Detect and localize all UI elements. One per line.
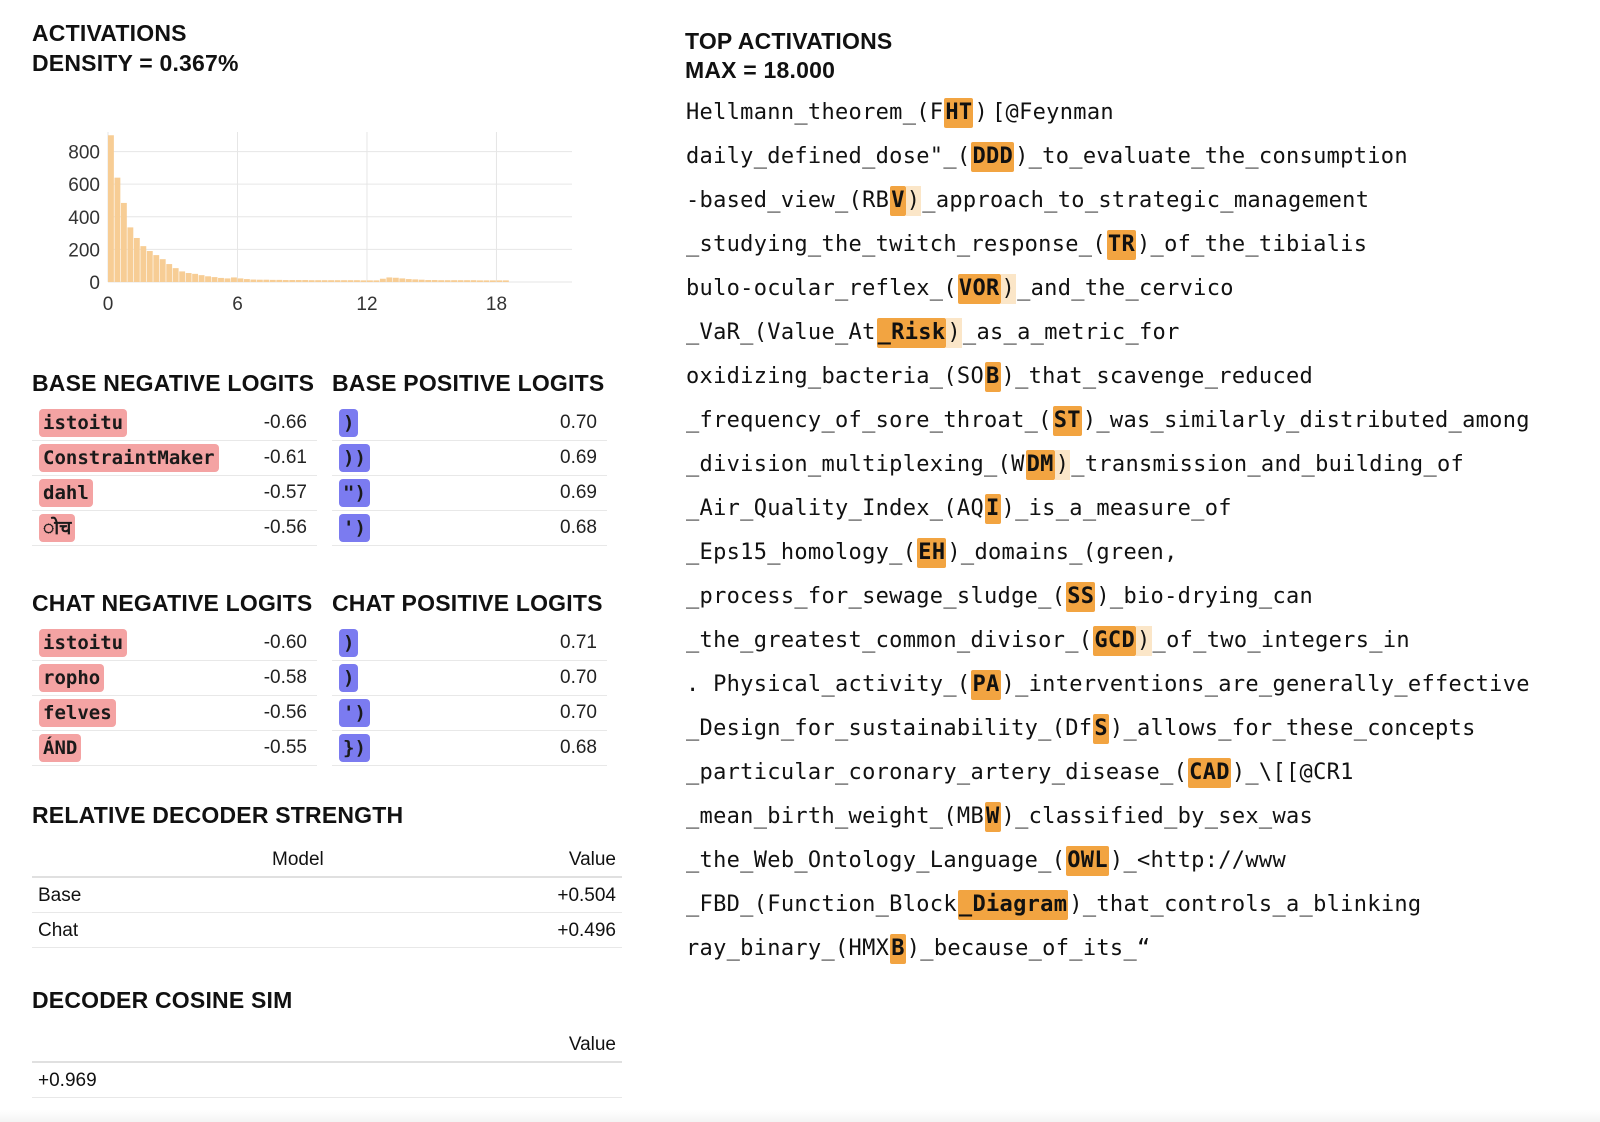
logit-row — [332, 406, 607, 441]
histogram-bar — [121, 203, 127, 282]
x-tick-label: 6 — [232, 294, 243, 315]
chat-positive-table — [332, 626, 607, 766]
activation-example — [685, 230, 1531, 274]
col-value: Value — [568, 1034, 616, 1055]
col-model: Model — [272, 849, 324, 870]
example-text: _FBD_(Function_Block — [686, 892, 957, 917]
example-text: )_to_evaluate_the_consumption — [1015, 144, 1408, 169]
histogram-bar — [484, 280, 490, 282]
histogram-bar — [438, 280, 444, 282]
highlighted-token: SS — [1066, 582, 1095, 612]
histogram-bar — [263, 280, 269, 282]
histogram-bar — [503, 280, 509, 282]
logit-token: ") — [339, 479, 370, 507]
histogram-bar — [140, 246, 146, 282]
logit-row — [32, 441, 317, 476]
highlighted-token: CAD — [1188, 758, 1231, 788]
highlighted-token: V — [890, 186, 906, 216]
example-text: _the_Web_Ontology_Language_( — [686, 848, 1066, 873]
cosine-value: +0.969 — [38, 1070, 97, 1091]
example-text: Hellmann_theorem_(F — [686, 100, 944, 125]
highlighted-token: DM — [1026, 450, 1055, 480]
example-text: )_\[[@CR1 — [1231, 760, 1354, 785]
histogram-bar — [322, 280, 328, 282]
highlighted-token: PA — [971, 670, 1000, 700]
activation-example — [685, 934, 1531, 978]
example-text: daily_defined_dose"_( — [686, 144, 971, 169]
logit-row — [332, 696, 607, 731]
table-row — [32, 1063, 622, 1098]
logit-token: ोच — [39, 514, 75, 542]
example-text: oxidizing_bacteria_(SO — [686, 364, 984, 389]
example-text: _and_the_cervico — [1017, 276, 1234, 301]
row-model: Chat — [38, 920, 79, 941]
activation-example — [685, 538, 1531, 582]
histogram-bar — [432, 280, 438, 282]
logit-value: -0.66 — [263, 412, 307, 433]
activation-example — [685, 846, 1531, 890]
example-text: _Design_for_sustainability_(Df — [686, 716, 1093, 741]
histogram-bar — [250, 280, 256, 282]
table-row — [32, 913, 622, 948]
chat-negative-table — [32, 626, 317, 766]
histogram-bar — [412, 279, 418, 282]
logit-value: -0.56 — [263, 517, 307, 538]
example-text: )_that_scavenge_reduced — [1001, 364, 1314, 389]
highlighted-token: GCD — [1093, 626, 1136, 656]
logit-row — [32, 406, 317, 441]
logit-row — [332, 661, 607, 696]
highlighted-token: B — [890, 934, 906, 964]
example-text: )_of_the_tibialis — [1137, 232, 1368, 257]
activation-example — [685, 714, 1531, 758]
activations-title: ACTIVATIONS — [32, 20, 187, 46]
highlighted-token: OWL — [1066, 846, 1109, 876]
histogram-bar — [173, 268, 179, 282]
logit-token: ') — [339, 699, 370, 727]
example-text: _particular_coronary_artery_disease_( — [686, 760, 1188, 785]
logit-token: ) — [339, 664, 358, 692]
example-text: )_allows_for_these_concepts — [1109, 716, 1476, 741]
x-tick-label: 0 — [102, 294, 114, 315]
highlighted-token: DDD — [971, 142, 1014, 172]
decoder-cosine-sim-table — [32, 1027, 622, 1098]
example-text: ) — [974, 100, 988, 125]
base-positive-title: BASE POSITIVE LOGITS — [332, 370, 605, 396]
relative-decoder-strength-table — [32, 842, 622, 948]
logit-row — [332, 441, 607, 476]
top-activations-max: MAX = 18.000 — [685, 57, 836, 83]
logit-row — [332, 731, 607, 766]
col-value: Value — [568, 849, 616, 870]
example-text: _transmission_and_building_of — [1071, 452, 1465, 477]
example-text: _division_multiplexing_(W — [686, 452, 1025, 477]
logit-token: ConstraintMaker — [39, 444, 219, 472]
logit-value: -0.57 — [263, 482, 307, 503]
logit-token: ') — [339, 514, 370, 542]
example-text: _mean_birth_weight_(MB — [686, 804, 984, 829]
histogram-bar — [309, 280, 315, 282]
logit-row — [332, 476, 607, 511]
logit-value: 0.68 — [560, 737, 597, 758]
highlighted-token: S — [1093, 714, 1109, 744]
highlighted-token: ST — [1053, 406, 1082, 436]
logit-token: istoitu — [39, 409, 127, 437]
histogram-bar — [406, 279, 412, 282]
activation-example — [685, 494, 1531, 538]
logit-value: 0.70 — [560, 702, 597, 723]
histogram-bar — [199, 275, 205, 282]
example-text: _VaR_(Value_At — [686, 320, 876, 345]
histogram-bar — [380, 279, 386, 282]
example-text: _approach_to_strategic_management — [922, 188, 1370, 213]
example-text: _the_greatest_common_divisor_( — [686, 628, 1093, 653]
highlighted-token: VOR — [958, 274, 1001, 304]
histogram-bar — [367, 280, 373, 282]
row-model: Base — [38, 885, 82, 906]
example-text: ) — [1001, 274, 1017, 304]
highlighted-token: EH — [917, 538, 946, 568]
logit-row — [32, 661, 317, 696]
logit-value: -0.61 — [263, 447, 307, 468]
logit-value: 0.70 — [560, 412, 597, 433]
logit-row — [332, 626, 607, 661]
activation-example — [685, 142, 1531, 186]
example-text: )_interventions_are_generally_effective — [1001, 672, 1530, 697]
example-text: ray_binary_(HMX — [686, 936, 890, 961]
example-text: )_that_controls_a_blinking — [1069, 892, 1422, 917]
histogram-bar — [289, 280, 295, 282]
histogram-bar — [341, 280, 347, 282]
activation-example — [685, 802, 1531, 846]
logit-token: ) — [339, 629, 358, 657]
logit-value: 0.70 — [560, 667, 597, 688]
histogram-bar — [386, 277, 392, 282]
histogram-bar — [276, 280, 282, 282]
logit-token: )) — [339, 444, 370, 472]
example-text: bulo-ocular_reflex_( — [686, 276, 957, 301]
table-header — [32, 1027, 622, 1063]
logit-value: 0.69 — [560, 482, 597, 503]
logit-value: -0.58 — [263, 667, 307, 688]
table-header — [32, 842, 622, 878]
activation-histogram — [32, 130, 622, 320]
histogram-bar — [283, 280, 289, 282]
y-tick-label: 800 — [68, 142, 100, 164]
activation-example — [685, 450, 1531, 494]
highlighted-token: _Diagram — [958, 890, 1068, 920]
base-negative-title: BASE NEGATIVE LOGITS — [32, 370, 315, 396]
histogram-bar — [270, 280, 276, 282]
activation-example — [685, 890, 1531, 934]
activation-example — [685, 186, 1531, 230]
highlighted-token: _Risk — [877, 318, 947, 348]
histogram-bar — [237, 278, 243, 282]
activation-example — [685, 274, 1531, 318]
histogram-bar — [127, 227, 133, 282]
example-text: _of_two_integers_in — [1152, 628, 1410, 653]
activation-example — [685, 318, 1531, 362]
histogram-bar — [335, 280, 341, 282]
y-tick-label: 600 — [68, 175, 100, 197]
example-text: _frequency_of_sore_throat_( — [686, 408, 1052, 433]
example-text: -based_view_(RB — [686, 188, 890, 213]
histogram-bar — [225, 278, 231, 282]
example-text: _as_a_metric_for — [962, 320, 1180, 345]
histogram-bar — [160, 259, 166, 282]
histogram-bar — [296, 280, 302, 282]
logit-token: ÁND — [39, 734, 81, 762]
logit-value: 0.69 — [560, 447, 597, 468]
highlighted-token: I — [985, 494, 1001, 524]
histogram-bar — [302, 280, 308, 282]
logit-row — [32, 626, 317, 661]
histogram-bar — [496, 280, 502, 282]
histogram-bar — [451, 280, 457, 282]
chat-logits-header — [32, 588, 632, 620]
decoder-cosine-sim-title: DECODER COSINE SIM — [32, 987, 293, 1013]
relative-decoder-strength-title: RELATIVE DECODER STRENGTH — [32, 802, 404, 828]
logit-row — [32, 731, 317, 766]
highlighted-token: W — [985, 802, 1001, 832]
row-value: +0.496 — [557, 920, 616, 941]
logit-row — [32, 511, 317, 546]
histogram-bar — [348, 280, 354, 282]
logit-value: -0.55 — [263, 737, 307, 758]
logit-value: 0.68 — [560, 517, 597, 538]
logit-row — [32, 476, 317, 511]
chat-negative-title: CHAT NEGATIVE LOGITS — [32, 590, 313, 616]
logit-token: istoitu — [39, 629, 127, 657]
example-text: [@Feynman — [992, 100, 1114, 125]
logit-token: }) — [339, 734, 370, 762]
example-text: _Eps15_homology_( — [686, 540, 917, 565]
histogram-bar — [218, 278, 224, 282]
histogram-bar — [490, 280, 496, 282]
chat-positive-title: CHAT POSITIVE LOGITS — [332, 590, 603, 616]
logit-token: felves — [39, 699, 116, 727]
histogram-bar — [477, 280, 483, 282]
table-row — [32, 878, 622, 913]
histogram-bar — [315, 280, 321, 282]
logit-row — [32, 696, 317, 731]
histogram-bar — [205, 276, 211, 282]
example-text: ) — [1136, 626, 1152, 656]
example-text: )_is_a_measure_of — [1001, 496, 1232, 521]
histogram-bar — [114, 178, 120, 282]
example-text: . Physical_activity_( — [686, 672, 971, 697]
histogram-bar — [393, 278, 399, 282]
example-text: _process_for_sewage_sludge_( — [686, 584, 1066, 609]
base-logits-header — [32, 368, 632, 400]
top-activations-list — [685, 98, 1531, 978]
logit-token: dahl — [39, 479, 93, 507]
histogram-bar — [212, 277, 218, 282]
histogram-bar — [328, 280, 334, 282]
histogram-bar — [445, 280, 451, 282]
top-activations-title: TOP ACTIVATIONS — [685, 28, 893, 54]
histogram-bar — [192, 274, 198, 282]
activation-example — [685, 582, 1531, 626]
activation-example — [685, 98, 1531, 142]
activation-example — [685, 758, 1531, 802]
highlighted-token: B — [985, 362, 1001, 392]
highlighted-token: HT — [944, 98, 973, 128]
histogram-bar — [147, 251, 153, 282]
histogram-bar — [458, 280, 464, 282]
histogram-bar — [108, 135, 114, 282]
example-text: _studying_the_twitch_response_( — [686, 232, 1106, 257]
histogram-bar — [153, 255, 159, 282]
y-tick-label: 200 — [68, 240, 100, 262]
activations-density: DENSITY = 0.367% — [32, 50, 239, 76]
example-text: )_domains_(green, — [947, 540, 1178, 565]
histogram-bar — [231, 277, 237, 282]
histogram-bar — [179, 271, 185, 282]
histogram-bar — [257, 280, 263, 282]
activation-example — [685, 362, 1531, 406]
histogram-bar — [471, 280, 477, 282]
y-tick-label: 400 — [68, 207, 100, 229]
histogram-bar — [425, 280, 431, 282]
histogram-bar — [354, 280, 360, 282]
logit-value: 0.71 — [560, 632, 597, 653]
logit-token: ) — [339, 409, 358, 437]
histogram-bar — [186, 273, 192, 282]
row-value: +0.504 — [557, 885, 616, 906]
histogram-bar — [361, 280, 367, 282]
example-text: ) — [946, 318, 962, 348]
example-text: )_because_of_its_“ — [906, 936, 1151, 961]
base-positive-table — [332, 406, 607, 546]
example-text: _Air_Quality_Index_(AQ — [686, 496, 984, 521]
activation-example — [685, 406, 1531, 450]
logit-token: ropho — [39, 664, 104, 692]
y-tick-label: 0 — [89, 273, 100, 294]
example-text: )_was_similarly_distributed_among — [1082, 408, 1530, 433]
bottom-edge — [0, 1110, 1600, 1122]
logit-row — [332, 511, 607, 546]
histogram-bar — [419, 280, 425, 282]
example-text: ) — [1055, 450, 1071, 480]
histogram-bar — [244, 279, 250, 282]
histogram-bar — [464, 280, 470, 282]
example-text: )_<http://www — [1109, 848, 1286, 873]
activation-example — [685, 626, 1531, 670]
histogram-bar — [399, 278, 405, 282]
x-tick-label: 12 — [356, 294, 378, 315]
activation-example — [685, 670, 1531, 714]
histogram-bar — [166, 264, 172, 282]
logit-value: -0.56 — [263, 702, 307, 723]
highlighted-token: TR — [1107, 230, 1136, 260]
example-text: )_bio-drying_can — [1096, 584, 1314, 609]
example-text: )_classified_by_sex_was — [1001, 804, 1314, 829]
histogram-bar — [134, 238, 140, 282]
x-tick-label: 18 — [485, 294, 508, 315]
histogram-bar — [373, 280, 379, 282]
base-negative-table — [32, 406, 317, 546]
logit-value: -0.60 — [263, 632, 307, 653]
example-text: ) — [906, 186, 922, 216]
